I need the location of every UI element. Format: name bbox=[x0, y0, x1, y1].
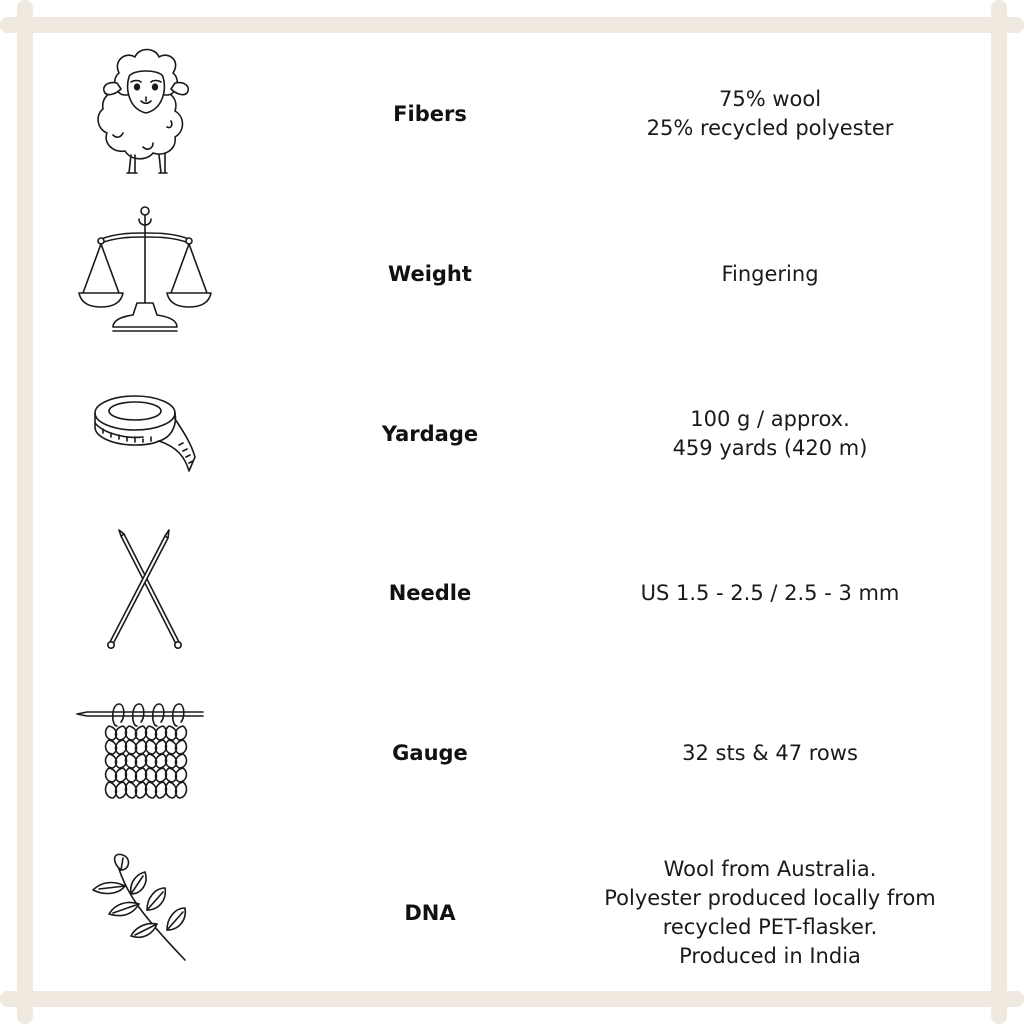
spec-row-fibers bbox=[33, 39, 991, 189]
spec-value-line: Fingering bbox=[721, 261, 819, 286]
frame-border-bottom bbox=[0, 991, 1024, 1007]
spec-label: DNA bbox=[404, 901, 456, 925]
spec-value bbox=[590, 39, 950, 189]
spec-value-line: Produced in India bbox=[679, 944, 861, 968]
spec-value-line: Polyester produced locally from bbox=[604, 886, 936, 910]
leaf-branch-icon bbox=[73, 838, 213, 988]
spec-label: Needle bbox=[388, 581, 472, 605]
spec-row-weight bbox=[33, 199, 991, 349]
measuring-tape-icon bbox=[73, 359, 213, 509]
spec-value bbox=[590, 838, 950, 988]
spec-value-line: recycled PET-flasker. bbox=[662, 915, 878, 939]
spec-row-needle bbox=[33, 518, 991, 668]
frame-border-top bbox=[0, 17, 1024, 33]
spec-label: Weight bbox=[388, 262, 472, 286]
crossed-needles-icon bbox=[73, 518, 213, 668]
frame-border-left bbox=[17, 0, 33, 1024]
spec-row-yardage bbox=[33, 359, 991, 509]
spec-label: Yardage bbox=[381, 422, 479, 446]
spec-row-gauge bbox=[33, 678, 991, 828]
knitted-swatch-icon bbox=[73, 678, 213, 828]
spec-value-line: US 1.5 - 2.5 / 2.5 - 3 mm bbox=[640, 580, 900, 605]
spec-value-line: 75% wool bbox=[718, 87, 822, 111]
spec-value bbox=[590, 518, 950, 668]
spec-value-line: 100 g / approx. bbox=[690, 407, 850, 431]
spec-value-line: 32 sts & 47 rows bbox=[682, 740, 858, 765]
spec-value-line: 459 yards (420 m) bbox=[672, 436, 868, 460]
spec-value bbox=[590, 359, 950, 509]
spec-value-line: Wool from Australia. bbox=[663, 857, 877, 881]
balance-scale-icon bbox=[73, 199, 213, 349]
sheep-icon bbox=[73, 39, 213, 189]
spec-label: Fibers bbox=[393, 102, 467, 126]
spec-value bbox=[590, 199, 950, 349]
spec-value bbox=[590, 678, 950, 828]
spec-value-line: 25% recycled polyester bbox=[646, 116, 894, 140]
spec-label: Gauge bbox=[392, 741, 468, 765]
spec-row-dna bbox=[33, 838, 991, 988]
frame-border-right bbox=[991, 0, 1007, 1024]
